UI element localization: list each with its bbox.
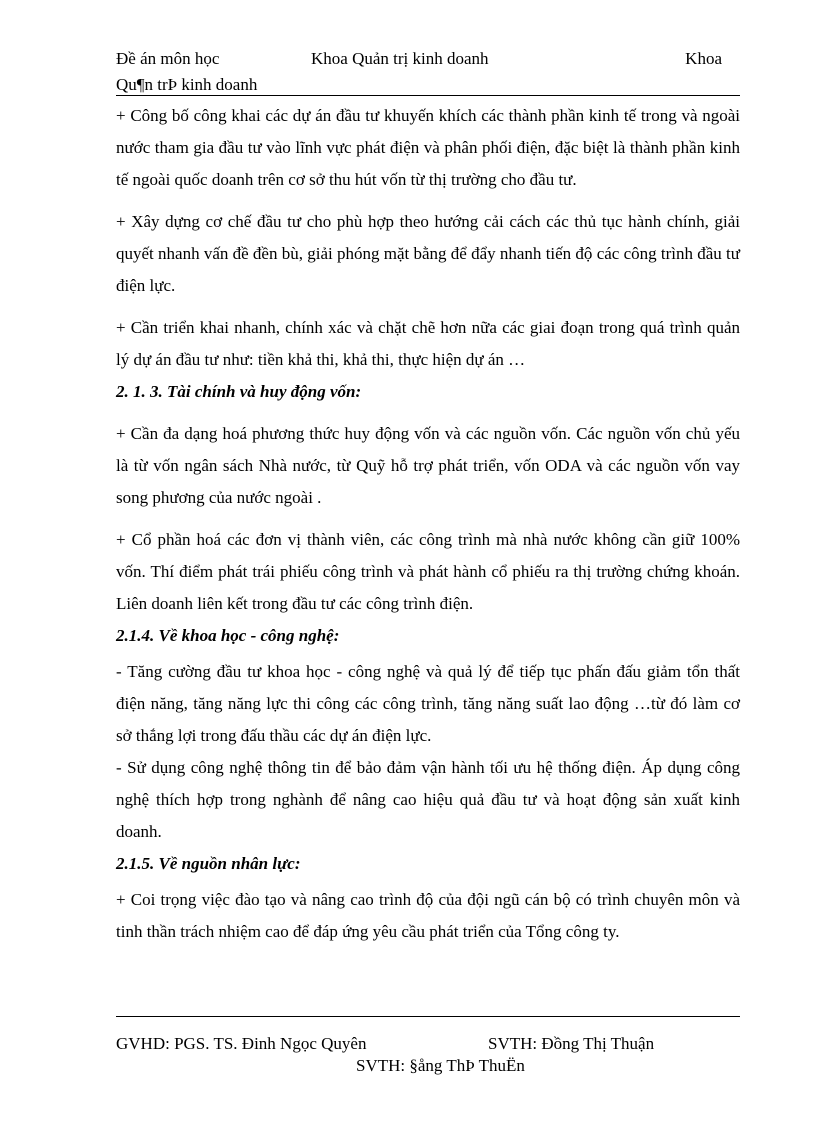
footer-student: SVTH: Đồng Thị Thuận: [488, 1034, 655, 1053]
heading-science-technology: 2.1.4. Về khoa học - công nghệ:: [116, 626, 340, 645]
paragraph-3: + Cần triển khai nhanh, chính xác và chặt chẽ hơn nữa các giai đoạn trong quá trình quản lý dự án đầu tư như: tiền khả thi, khả thi, thực hiện dự án …: [116, 318, 740, 369]
paragraph-4: + Cần đa dạng hoá phương thức huy động vốn và các nguồn vốn. Các nguồn vốn chủ yếu là từ vốn ngân sách Nhà nước, từ Quỹ hỗ trợ phát triển, vốn ODA và các nguồn vốn vay song phương của nước ngoài .: [116, 424, 740, 507]
heading-human-resources: 2.1.5. Về nguồn nhân lực:: [116, 854, 301, 873]
header-faculty: Khoa Quản trị kinh doanh: [311, 49, 489, 68]
paragraph-7: - Sử dụng công nghệ thông tin để bảo đảm vận hành tối ưu hệ thống điện. Áp dụng công nghệ thích hợp trong nghành để nâng cao hiệu quả đầu tư và hoạt động sản xuất kinh doanh.: [116, 758, 740, 841]
header-rule: [116, 95, 740, 96]
footer-rule: [116, 1016, 740, 1017]
document-body: [116, 100, 740, 948]
page-footer: [116, 1033, 740, 1081]
header-course: Đề án môn học: [116, 49, 220, 68]
footer-advisor: GVHD: PGS. TS. Đinh Ngọc Quyên: [116, 1034, 367, 1053]
heading-finance: 2. 1. 3. Tài chính và huy động vốn:: [116, 382, 362, 401]
paragraph-5: + Cổ phần hoá các đơn vị thành viên, các công trình mà nhà nước không cần giữ 100% vốn. Thí điểm phát trái phiếu công trình và phát hành cổ phiếu ra thị trường chứng khoán. Liên doanh liên kết trong đầu tư các công trình điện.: [116, 530, 740, 613]
page-header: [116, 46, 740, 98]
paragraph-1: + Công bố công khai các dự án đầu tư khuyến khích các thành phần kinh tế trong và ngoài nước tham gia đầu tư vào lĩnh vực phát điện và phân phối điện, đặc biệt là thành phần kinh tế ngoài quốc doanh trên cơ sở thu hút vốn từ thị trường cho đầu tư.: [116, 106, 740, 189]
header-department: Qu¶n trÞ kinh doanh: [116, 75, 258, 94]
header-faculty-short: Khoa: [685, 49, 722, 68]
paragraph-2: + Xây dựng cơ chế đầu tư cho phù hợp theo hướng cải cách các thủ tục hành chính, giải quyết nhanh vấn đề đền bù, giải phóng mặt bằng để đẩy nhanh tiến độ các công trình đầu tư điện lực.: [116, 212, 740, 295]
footer-student-garbled: SVTH: §ång ThÞ ThuËn: [356, 1056, 525, 1075]
paragraph-6: - Tăng cường đầu tư khoa học - công nghệ và quả lý để tiếp tục phấn đấu giảm tổn thất điện năng, tăng năng lực thi công các công trình, tăng năng suất lao động …từ đó làm cơ sở thắng lợi trong đấu thầu các dự án điện lực.: [116, 662, 740, 745]
paragraph-8: + Coi trọng việc đào tạo và nâng cao trình độ của đội ngũ cán bộ có trình chuyên môn và tinh thần trách nhiệm cao để đáp ứng yêu cầu phát triển của Tổng công ty.: [116, 890, 740, 941]
